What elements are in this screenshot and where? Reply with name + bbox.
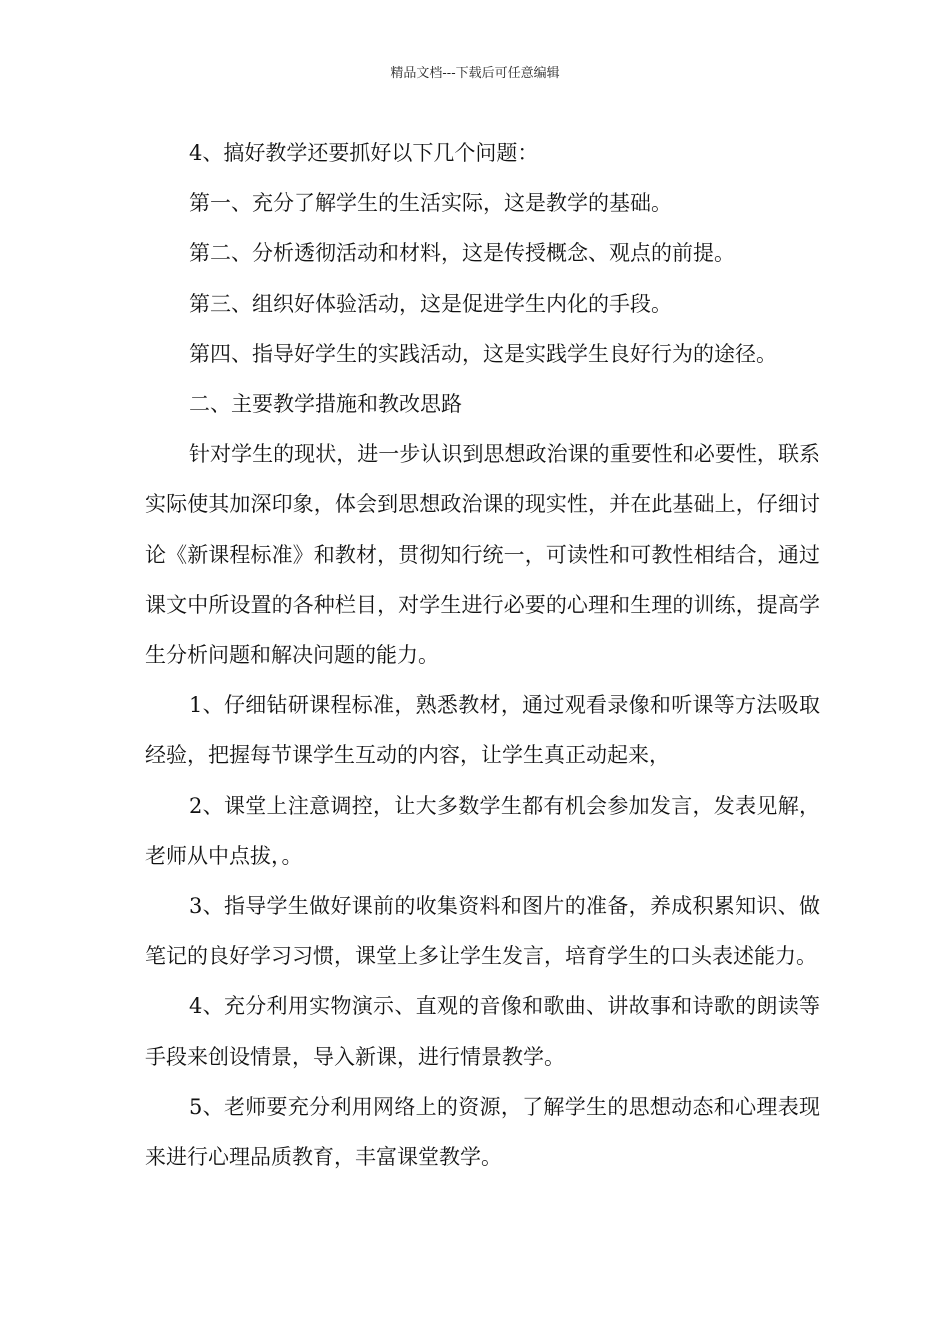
paragraph-4: 第三、组织好体验活动，这是促进学生内化的手段。 bbox=[189, 291, 672, 316]
page-header: 精品文档---下载后可任意编辑 bbox=[390, 66, 560, 81]
paragraph-5: 第四、指导好学生的实践活动，这是实践学生良好行为的途径。 bbox=[189, 341, 777, 366]
paragraph-10: 3、指导学生做好课前的收集资料和图片的准备，养成积累知识、做笔记的良好学习习惯，课堂上多让学生发言，培育学生的口头表述能力。 bbox=[145, 894, 820, 969]
paragraph-9: 2、课堂上注意调控，让大多数学生都有机会参加发言，发表见解，老师从中点拔，。 bbox=[145, 793, 820, 868]
document-body bbox=[145, 128, 820, 1182]
paragraph-3: 第二、分析透彻活动和材料，这是传授概念、观点的前提。 bbox=[189, 241, 735, 266]
paragraph-7: 针对学生的现状，进一步认识到思想政治课的重要性和必要性，联系实际使其加深印象，体会到思想政治课的现实性，并在此基础上，仔细讨论《新课程标准》和教材，贯彻知行统一，可读性和可教性相结合，通过课文中所设置的各种栏目，对学生进行必要的心理和生理的训练，提高学生分析问题和解决问题的能力。 bbox=[145, 442, 820, 668]
paragraph-11: 4、充分利用实物演示、直观的音像和歌曲、讲故事和诗歌的朗读等手段来创设情景，导入新课，进行情景教学。 bbox=[145, 994, 820, 1069]
section-heading: 二、主要教学措施和教改思路 bbox=[189, 392, 462, 417]
paragraph-8: 1、仔细钻研课程标准，熟悉教材，通过观看录像和听课等方法吸取经验，把握每节课学生互动的内容，让学生真正动起来， bbox=[145, 693, 820, 768]
paragraph-12: 5、老师要充分利用网络上的资源，了解学生的思想动态和心理表现来进行心理品质教育，丰富课堂教学。 bbox=[145, 1094, 820, 1170]
paragraph-1: 4、搞好教学还要抓好以下几个问题： bbox=[189, 141, 539, 165]
paragraph-2: 第一、充分了解学生的生活实际，这是教学的基础。 bbox=[189, 191, 672, 216]
